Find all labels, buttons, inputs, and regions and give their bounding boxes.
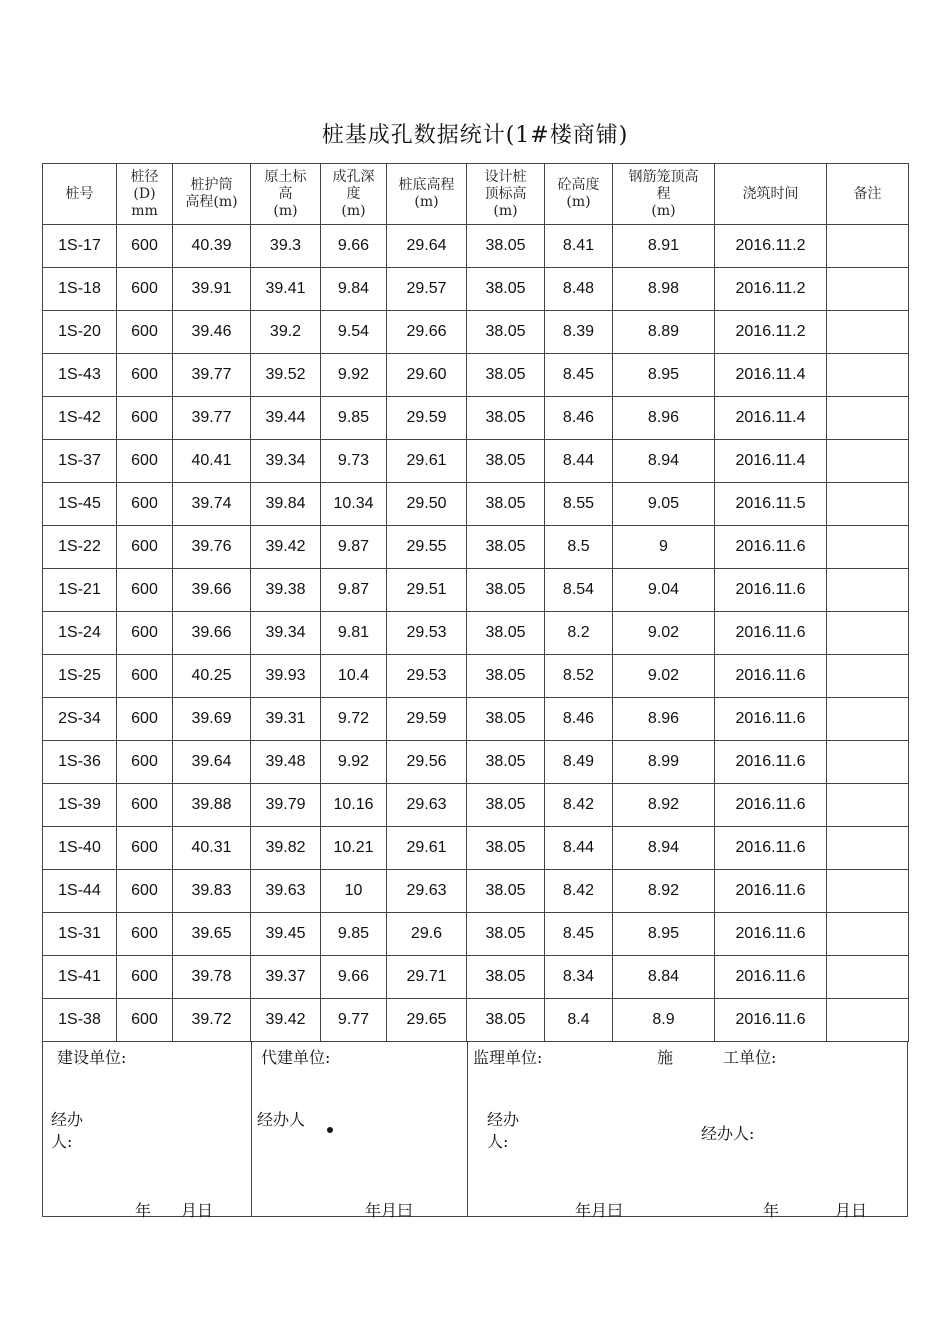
cell-diameter: 600 xyxy=(117,999,173,1042)
cell-pour-time: 2016.11.6 xyxy=(715,870,827,913)
cell-pour-time: 2016.11.6 xyxy=(715,913,827,956)
cell-remarks xyxy=(827,612,909,655)
cell-diameter: 600 xyxy=(117,268,173,311)
table-row xyxy=(43,870,909,913)
cell-remarks xyxy=(827,268,909,311)
cell-bottom-elev: 29.55 xyxy=(387,526,467,569)
cell-cage-top: 8.96 xyxy=(613,397,715,440)
cell-hole-depth: 9.66 xyxy=(321,225,387,268)
header-hole-depth: 成孔深 度 (m) xyxy=(321,164,387,225)
cell-bottom-elev: 29.53 xyxy=(387,655,467,698)
cell-ground-elev: 39.41 xyxy=(251,268,321,311)
cell-remarks xyxy=(827,870,909,913)
cell-concrete-height: 8.46 xyxy=(545,698,613,741)
cell-concrete-height: 8.45 xyxy=(545,354,613,397)
table-row xyxy=(43,612,909,655)
cell-bottom-elev: 29.63 xyxy=(387,870,467,913)
cell-pour-time: 2016.11.6 xyxy=(715,698,827,741)
header-pile-no: 桩号 xyxy=(43,164,117,225)
cell-cage-top: 8.94 xyxy=(613,440,715,483)
cell-concrete-height: 8.52 xyxy=(545,655,613,698)
cell-hole-depth: 10.16 xyxy=(321,784,387,827)
handler-1-label: 经办人: xyxy=(51,1110,84,1151)
signature-block xyxy=(42,1041,908,1220)
cell-cage-top: 9.04 xyxy=(613,569,715,612)
cell-design-top: 38.05 xyxy=(467,999,545,1042)
cell-cage-top: 9.02 xyxy=(613,612,715,655)
cell-pour-time: 2016.11.6 xyxy=(715,526,827,569)
cell-casing-elev: 39.91 xyxy=(173,268,251,311)
cell-cage-top: 8.92 xyxy=(613,784,715,827)
cell-ground-elev: 39.3 xyxy=(251,225,321,268)
construction-unit-label-a: 施 xyxy=(657,1048,674,1067)
cell-cage-top: 9.02 xyxy=(613,655,715,698)
header-diameter: 桩径 (D) mm xyxy=(117,164,173,225)
cell-remarks xyxy=(827,225,909,268)
cell-concrete-height: 8.55 xyxy=(545,483,613,526)
cell-bottom-elev: 29.53 xyxy=(387,612,467,655)
cell-ground-elev: 39.2 xyxy=(251,311,321,354)
cell-diameter: 600 xyxy=(117,741,173,784)
cell-cage-top: 8.94 xyxy=(613,827,715,870)
date-4-year: 年 xyxy=(763,1201,780,1220)
cell-pour-time: 2016.11.6 xyxy=(715,999,827,1042)
cell-design-top: 38.05 xyxy=(467,956,545,999)
header-remarks: 备注 xyxy=(827,164,909,225)
handler-2-label: 经办人 xyxy=(257,1110,306,1129)
cell-cage-top: 9.05 xyxy=(613,483,715,526)
cell-hole-depth: 9.54 xyxy=(321,311,387,354)
cell-cage-top: 8.92 xyxy=(613,870,715,913)
cell-pour-time: 2016.11.2 xyxy=(715,311,827,354)
cell-pile-no: 1S-22 xyxy=(43,526,117,569)
cell-pile-no: 1S-41 xyxy=(43,956,117,999)
cell-pile-no: 1S-17 xyxy=(43,225,117,268)
cell-pile-no: 1S-42 xyxy=(43,397,117,440)
cell-pile-no: 1S-37 xyxy=(43,440,117,483)
cell-design-top: 38.05 xyxy=(467,655,545,698)
cell-cage-top: 8.98 xyxy=(613,268,715,311)
cell-ground-elev: 39.38 xyxy=(251,569,321,612)
cell-cage-top: 8.89 xyxy=(613,311,715,354)
supervisor-unit-label: 监理单位: xyxy=(473,1048,543,1067)
cell-pour-time: 2016.11.4 xyxy=(715,397,827,440)
cell-bottom-elev: 29.71 xyxy=(387,956,467,999)
cell-hole-depth: 9.81 xyxy=(321,612,387,655)
cell-concrete-height: 8.42 xyxy=(545,784,613,827)
table-row xyxy=(43,526,909,569)
cell-design-top: 38.05 xyxy=(467,612,545,655)
table-row xyxy=(43,268,909,311)
cell-pour-time: 2016.11.5 xyxy=(715,483,827,526)
cell-design-top: 38.05 xyxy=(467,354,545,397)
cell-diameter: 600 xyxy=(117,311,173,354)
cell-pile-no: 1S-21 xyxy=(43,569,117,612)
cell-pile-no: 1S-43 xyxy=(43,354,117,397)
cell-hole-depth: 9.77 xyxy=(321,999,387,1042)
cell-concrete-height: 8.5 xyxy=(545,526,613,569)
cell-ground-elev: 39.63 xyxy=(251,870,321,913)
cell-hole-depth: 10 xyxy=(321,870,387,913)
cell-design-top: 38.05 xyxy=(467,741,545,784)
table-row xyxy=(43,741,909,784)
cell-diameter: 600 xyxy=(117,956,173,999)
cell-design-top: 38.05 xyxy=(467,397,545,440)
header-design-top: 设计桩 顶标高 (m) xyxy=(467,164,545,225)
cell-diameter: 600 xyxy=(117,784,173,827)
cell-cage-top: 8.99 xyxy=(613,741,715,784)
table-row xyxy=(43,827,909,870)
header-ground-elev: 原土标 高 (m) xyxy=(251,164,321,225)
table-row xyxy=(43,569,909,612)
cell-design-top: 38.05 xyxy=(467,225,545,268)
cell-design-top: 38.05 xyxy=(467,913,545,956)
cell-design-top: 38.05 xyxy=(467,311,545,354)
cell-bottom-elev: 29.64 xyxy=(387,225,467,268)
handler-3-label: 经办人: xyxy=(487,1110,520,1151)
table-header-row xyxy=(43,164,909,225)
cell-pour-time: 2016.11.4 xyxy=(715,440,827,483)
cell-pour-time: 2016.11.6 xyxy=(715,741,827,784)
cell-bottom-elev: 29.61 xyxy=(387,827,467,870)
date-1-month-day: 月日 xyxy=(181,1201,214,1220)
table-row xyxy=(43,483,909,526)
cell-casing-elev: 39.66 xyxy=(173,612,251,655)
header-bottom-elev: 桩底高程 (m) xyxy=(387,164,467,225)
cell-concrete-height: 8.42 xyxy=(545,870,613,913)
cell-remarks xyxy=(827,913,909,956)
cell-diameter: 600 xyxy=(117,397,173,440)
table-row xyxy=(43,913,909,956)
cell-pour-time: 2016.11.6 xyxy=(715,569,827,612)
header-pour-time: 浇筑时间 xyxy=(715,164,827,225)
pile-data-table xyxy=(42,163,909,1042)
cell-cage-top: 8.95 xyxy=(613,354,715,397)
cell-concrete-height: 8.54 xyxy=(545,569,613,612)
cell-hole-depth: 9.72 xyxy=(321,698,387,741)
cell-remarks xyxy=(827,827,909,870)
cell-hole-depth: 9.84 xyxy=(321,268,387,311)
cell-ground-elev: 39.31 xyxy=(251,698,321,741)
cell-hole-depth: 10.34 xyxy=(321,483,387,526)
cell-diameter: 600 xyxy=(117,698,173,741)
cell-casing-elev: 39.74 xyxy=(173,483,251,526)
cell-diameter: 600 xyxy=(117,827,173,870)
cell-pile-no: 1S-24 xyxy=(43,612,117,655)
cell-casing-elev: 39.77 xyxy=(173,397,251,440)
table-row xyxy=(43,956,909,999)
cell-hole-depth: 10.21 xyxy=(321,827,387,870)
cell-concrete-height: 8.44 xyxy=(545,827,613,870)
cell-pour-time: 2016.11.6 xyxy=(715,956,827,999)
handler-4-label: 经办人: xyxy=(701,1124,755,1143)
cell-casing-elev: 40.41 xyxy=(173,440,251,483)
table-row xyxy=(43,784,909,827)
cell-bottom-elev: 29.56 xyxy=(387,741,467,784)
cell-concrete-height: 8.45 xyxy=(545,913,613,956)
cell-design-top: 38.05 xyxy=(467,698,545,741)
cell-pile-no: 1S-45 xyxy=(43,483,117,526)
cell-remarks xyxy=(827,526,909,569)
bullet-dot xyxy=(327,1127,333,1133)
cell-concrete-height: 8.34 xyxy=(545,956,613,999)
table-row xyxy=(43,354,909,397)
cell-casing-elev: 39.69 xyxy=(173,698,251,741)
cell-casing-elev: 39.64 xyxy=(173,741,251,784)
cell-bottom-elev: 29.6 xyxy=(387,913,467,956)
cell-diameter: 600 xyxy=(117,225,173,268)
cell-remarks xyxy=(827,741,909,784)
cell-bottom-elev: 29.65 xyxy=(387,999,467,1042)
date-4-month-day: 月日 xyxy=(835,1201,868,1220)
cell-casing-elev: 39.66 xyxy=(173,569,251,612)
cell-casing-elev: 39.77 xyxy=(173,354,251,397)
cell-hole-depth: 9.92 xyxy=(321,354,387,397)
date-3: 年月曰 xyxy=(575,1201,624,1220)
cell-design-top: 38.05 xyxy=(467,268,545,311)
cell-casing-elev: 39.83 xyxy=(173,870,251,913)
cell-hole-depth: 9.92 xyxy=(321,741,387,784)
cell-hole-depth: 9.73 xyxy=(321,440,387,483)
cell-design-top: 38.05 xyxy=(467,440,545,483)
cell-cage-top: 8.95 xyxy=(613,913,715,956)
table-row xyxy=(43,440,909,483)
date-2: 年月曰 xyxy=(365,1201,414,1220)
table-row xyxy=(43,397,909,440)
cell-design-top: 38.05 xyxy=(467,827,545,870)
cell-diameter: 600 xyxy=(117,483,173,526)
cell-bottom-elev: 29.60 xyxy=(387,354,467,397)
cell-pile-no: 2S-34 xyxy=(43,698,117,741)
cell-pile-no: 1S-39 xyxy=(43,784,117,827)
cell-design-top: 38.05 xyxy=(467,569,545,612)
cell-cage-top: 8.9 xyxy=(613,999,715,1042)
cell-diameter: 600 xyxy=(117,612,173,655)
cell-remarks xyxy=(827,784,909,827)
cell-ground-elev: 39.93 xyxy=(251,655,321,698)
agent-unit-label: 代建单位: xyxy=(261,1048,331,1067)
cell-ground-elev: 39.82 xyxy=(251,827,321,870)
cell-design-top: 38.05 xyxy=(467,526,545,569)
cell-pile-no: 1S-31 xyxy=(43,913,117,956)
cell-remarks xyxy=(827,397,909,440)
cell-hole-depth: 9.85 xyxy=(321,913,387,956)
header-cage-top: 钢筋笼顶高 程 (m) xyxy=(613,164,715,225)
cell-remarks xyxy=(827,311,909,354)
cell-diameter: 600 xyxy=(117,440,173,483)
page-title: 桩基成孔数据统计(1#楼商铺) xyxy=(321,123,629,148)
cell-casing-elev: 40.25 xyxy=(173,655,251,698)
cell-hole-depth: 9.87 xyxy=(321,569,387,612)
cell-casing-elev: 39.78 xyxy=(173,956,251,999)
cell-casing-elev: 39.65 xyxy=(173,913,251,956)
cell-concrete-height: 8.2 xyxy=(545,612,613,655)
cell-diameter: 600 xyxy=(117,870,173,913)
cell-ground-elev: 39.48 xyxy=(251,741,321,784)
cell-ground-elev: 39.34 xyxy=(251,440,321,483)
cell-casing-elev: 39.46 xyxy=(173,311,251,354)
cell-diameter: 600 xyxy=(117,655,173,698)
cell-pile-no: 1S-20 xyxy=(43,311,117,354)
cell-diameter: 600 xyxy=(117,526,173,569)
cell-pile-no: 1S-40 xyxy=(43,827,117,870)
cell-pour-time: 2016.11.4 xyxy=(715,354,827,397)
cell-diameter: 600 xyxy=(117,354,173,397)
cell-remarks xyxy=(827,655,909,698)
cell-pile-no: 1S-36 xyxy=(43,741,117,784)
cell-pour-time: 2016.11.2 xyxy=(715,225,827,268)
cell-concrete-height: 8.4 xyxy=(545,999,613,1042)
cell-diameter: 600 xyxy=(117,913,173,956)
cell-casing-elev: 39.76 xyxy=(173,526,251,569)
cell-ground-elev: 39.42 xyxy=(251,999,321,1042)
cell-remarks xyxy=(827,569,909,612)
cell-hole-depth: 9.87 xyxy=(321,526,387,569)
cell-hole-depth: 10.4 xyxy=(321,655,387,698)
cell-remarks xyxy=(827,999,909,1042)
cell-ground-elev: 39.84 xyxy=(251,483,321,526)
cell-bottom-elev: 29.63 xyxy=(387,784,467,827)
cell-bottom-elev: 29.57 xyxy=(387,268,467,311)
cell-concrete-height: 8.41 xyxy=(545,225,613,268)
cell-ground-elev: 39.44 xyxy=(251,397,321,440)
cell-concrete-height: 8.49 xyxy=(545,741,613,784)
cell-hole-depth: 9.66 xyxy=(321,956,387,999)
table-row xyxy=(43,655,909,698)
cell-bottom-elev: 29.59 xyxy=(387,698,467,741)
owner-unit-label: 建设单位: xyxy=(57,1048,127,1067)
cell-pour-time: 2016.11.6 xyxy=(715,655,827,698)
cell-casing-elev: 39.72 xyxy=(173,999,251,1042)
cell-pile-no: 1S-25 xyxy=(43,655,117,698)
cell-concrete-height: 8.46 xyxy=(545,397,613,440)
cell-pile-no: 1S-38 xyxy=(43,999,117,1042)
table-row xyxy=(43,999,909,1042)
cell-remarks xyxy=(827,354,909,397)
cell-diameter: 600 xyxy=(117,569,173,612)
table-row xyxy=(43,311,909,354)
cell-design-top: 38.05 xyxy=(467,784,545,827)
cell-bottom-elev: 29.66 xyxy=(387,311,467,354)
cell-ground-elev: 39.37 xyxy=(251,956,321,999)
cell-bottom-elev: 29.59 xyxy=(387,397,467,440)
cell-pour-time: 2016.11.6 xyxy=(715,784,827,827)
header-casing-elev: 桩护筒 高程(m) xyxy=(173,164,251,225)
cell-ground-elev: 39.52 xyxy=(251,354,321,397)
cell-casing-elev: 40.39 xyxy=(173,225,251,268)
cell-remarks xyxy=(827,483,909,526)
cell-casing-elev: 40.31 xyxy=(173,827,251,870)
table-row xyxy=(43,698,909,741)
cell-casing-elev: 39.88 xyxy=(173,784,251,827)
cell-cage-top: 8.84 xyxy=(613,956,715,999)
table-row xyxy=(43,225,909,268)
cell-design-top: 38.05 xyxy=(467,870,545,913)
cell-remarks xyxy=(827,698,909,741)
cell-concrete-height: 8.44 xyxy=(545,440,613,483)
cell-hole-depth: 9.85 xyxy=(321,397,387,440)
cell-concrete-height: 8.48 xyxy=(545,268,613,311)
cell-pour-time: 2016.11.6 xyxy=(715,827,827,870)
cell-bottom-elev: 29.50 xyxy=(387,483,467,526)
date-1-year: 年 xyxy=(135,1201,152,1220)
cell-ground-elev: 39.34 xyxy=(251,612,321,655)
cell-bottom-elev: 29.51 xyxy=(387,569,467,612)
cell-cage-top: 8.96 xyxy=(613,698,715,741)
cell-ground-elev: 39.42 xyxy=(251,526,321,569)
cell-pour-time: 2016.11.2 xyxy=(715,268,827,311)
cell-pour-time: 2016.11.6 xyxy=(715,612,827,655)
cell-cage-top: 9 xyxy=(613,526,715,569)
header-concrete-height: 砼高度 (m) xyxy=(545,164,613,225)
cell-remarks xyxy=(827,956,909,999)
cell-pile-no: 1S-44 xyxy=(43,870,117,913)
cell-ground-elev: 39.45 xyxy=(251,913,321,956)
construction-unit-label-b: 工单位: xyxy=(723,1048,777,1067)
cell-ground-elev: 39.79 xyxy=(251,784,321,827)
cell-pile-no: 1S-18 xyxy=(43,268,117,311)
cell-cage-top: 8.91 xyxy=(613,225,715,268)
cell-design-top: 38.05 xyxy=(467,483,545,526)
cell-bottom-elev: 29.61 xyxy=(387,440,467,483)
cell-remarks xyxy=(827,440,909,483)
cell-concrete-height: 8.39 xyxy=(545,311,613,354)
